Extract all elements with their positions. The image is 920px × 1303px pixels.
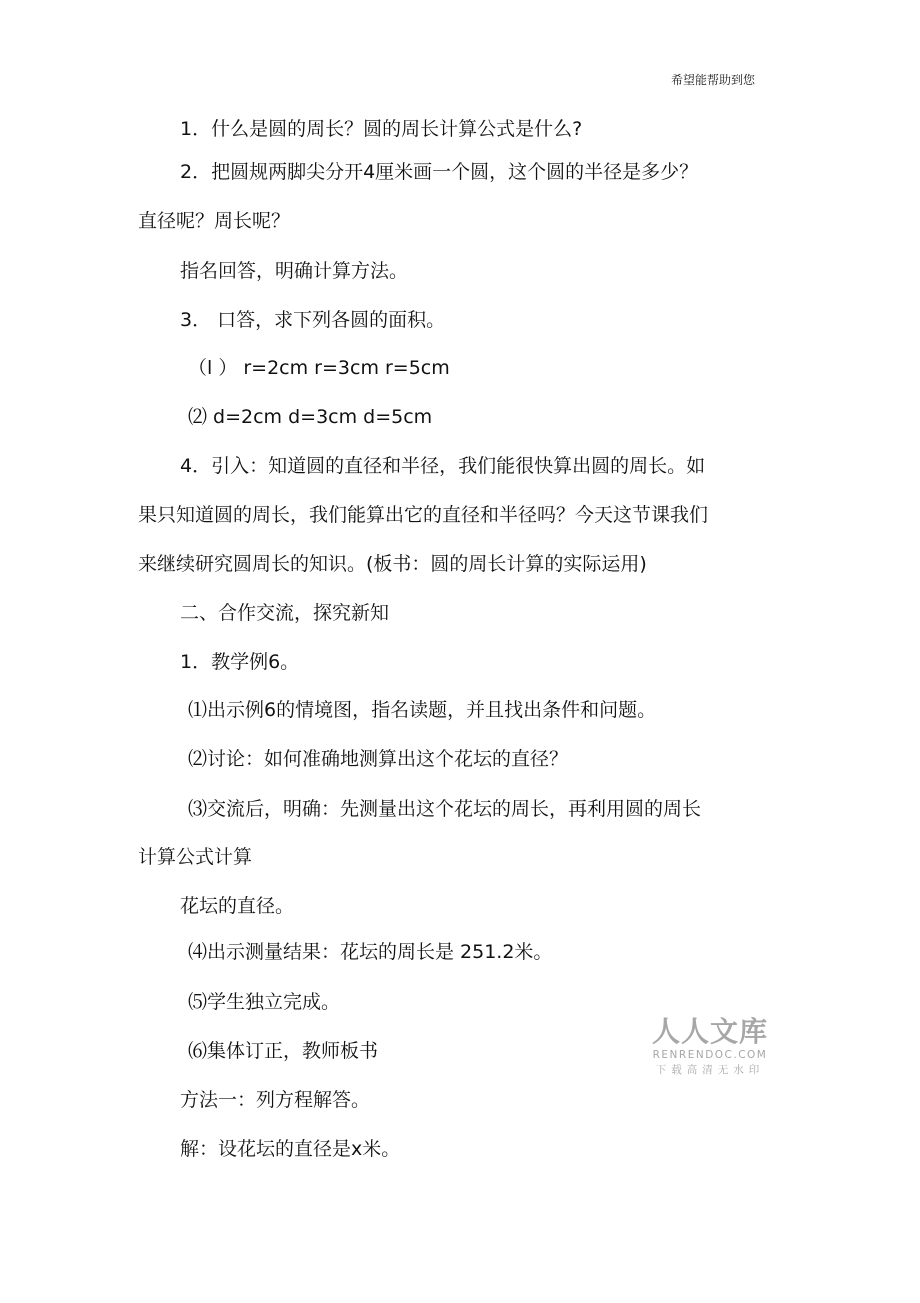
- watermark-subtitle: 下载高清无水印: [655, 1064, 765, 1076]
- question-2-continued: 直径呢？周长呢？: [138, 210, 291, 232]
- introduction-line-3: 来继续研究圆周长的知识。(板书：圆的周长计算的实际运用): [138, 553, 647, 575]
- example-6-heading: 1．教学例6。: [180, 651, 300, 673]
- question-3-part-2: ⑵ d=2cm d=3cm d=5cm: [188, 406, 433, 428]
- header-note: 希望能帮助到您: [671, 73, 756, 87]
- watermark-logo: [648, 1016, 772, 1078]
- question-3-part-1: （l ） r=2cm r=3cm r=5cm: [188, 357, 450, 379]
- watermark-domain: RENRENDOC.COM: [652, 1049, 768, 1061]
- step-2: ⑵讨论：如何准确地测算出这个花坛的直径？: [188, 748, 569, 770]
- section-heading-2: 二、合作交流，探究新知: [180, 602, 390, 624]
- step-3: ⑶交流后，明确：先测量出这个花坛的周长，再利用圆的周长: [188, 798, 702, 820]
- step-3-continued: 计算公式计算: [138, 846, 253, 868]
- watermark-title: 人人文库: [651, 1015, 768, 1048]
- step-1: ⑴出示例6的情境图，指名读题，并且找出条件和问题。: [188, 699, 657, 721]
- question-1: 1．什么是圆的周长？圆的周长计算公式是什么?: [180, 118, 583, 140]
- introduction-line-1: 4．引入：知道圆的直径和半径，我们能很快算出圆的周长。如: [180, 455, 706, 477]
- question-3: 3． 口答，求下列各圆的面积。: [180, 309, 446, 331]
- step-5: ⑸学生独立完成。: [188, 991, 341, 1013]
- step-3-continued-2: 花坛的直径。: [180, 895, 295, 917]
- step-6: ⑹集体订正，教师板书: [188, 1040, 379, 1062]
- question-2: 2．把圆规两脚尖分开4厘米画一个圆，这个圆的半径是多少？: [180, 161, 699, 183]
- introduction-line-2: 果只知道圆的周长，我们能算出它的直径和半径吗？今天这节课我们: [138, 504, 709, 526]
- step-4: ⑷出示测量结果：花坛的周长是 251.2米。: [188, 941, 553, 963]
- instruction-answer: 指名回答，明确计算方法。: [180, 260, 409, 282]
- solution-line: 解：设花坛的直径是x米。: [180, 1138, 401, 1160]
- method-1: 方法一：列方程解答。: [180, 1089, 371, 1111]
